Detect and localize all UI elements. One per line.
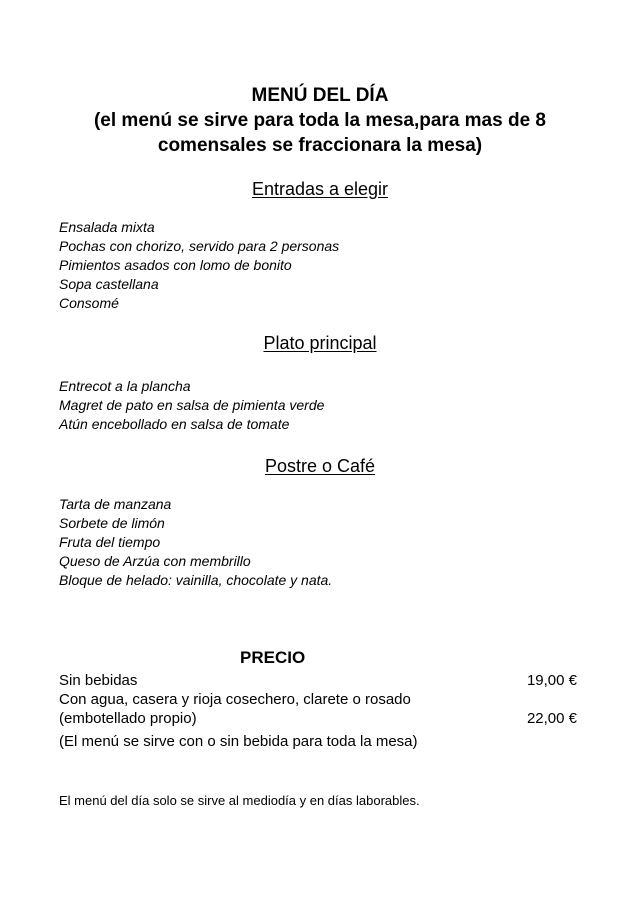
price-row-sin-bebidas [59,671,577,690]
price-label: Con agua, casera y rioja cosechero, clarete o rosado [59,691,411,708]
footer-note: El menú del día solo se sirve al mediodía y en días laborables. [59,793,420,808]
price-label: Sin bebidas [59,672,138,689]
menu-title [0,83,640,158]
price-heading: PRECIO [240,648,306,667]
menu-item: Entrecot a la plancha [59,378,191,394]
price-row-con-agua-line1 [59,690,577,709]
price-row-con-agua-line2 [59,709,577,728]
price-note [59,732,577,751]
menu-item: Queso de Arzúa con membrillo [59,553,251,569]
menu-item: Consomé [59,295,119,311]
price-value: 22,00 € [526,710,577,727]
menu-title-main: MENÚ DEL DÍA [251,85,389,106]
section-heading-postre-text: Postre o Café [264,456,376,476]
menu-item: Pochas con chorizo, servido para 2 personas [59,238,340,254]
section-heading-principal [0,332,640,354]
menu-item: Atún encebollado en salsa de tomate [59,416,290,432]
menu-item: Pimientos asados con lomo de bonito [59,257,292,273]
menu-item: Sopa castellana [59,276,159,292]
section-heading-principal-text: Plato principal [263,333,377,353]
price-note-text: (El menú se sirve con o sin bebida para toda la mesa) [59,733,418,750]
menu-title-note-line1: (el menú se sirve para toda la mesa,para mas de 8 [93,110,546,131]
section-items-postre [59,495,599,590]
section-heading-postre [0,455,640,477]
menu-item: Tarta de manzana [59,496,172,512]
menu-item: Fruta del tiempo [59,534,161,550]
section-heading-entradas [0,178,640,200]
menu-item: Ensalada mixta [59,219,155,235]
menu-item: Magret de pato en salsa de pimienta verde [59,397,325,413]
menu-item: Sorbete de limón [59,515,165,531]
menu-title-note-line2: comensales se fraccionara la mesa) [157,135,483,156]
section-items-entradas [59,218,599,313]
price-label: (embotellado propio) [59,710,197,727]
menu-item: Bloque de helado: vainilla, chocolate y nata. [59,572,333,588]
section-items-principal [59,377,599,434]
section-heading-entradas-text: Entradas a elegir [251,179,389,199]
price-value: 19,00 € [526,672,577,689]
